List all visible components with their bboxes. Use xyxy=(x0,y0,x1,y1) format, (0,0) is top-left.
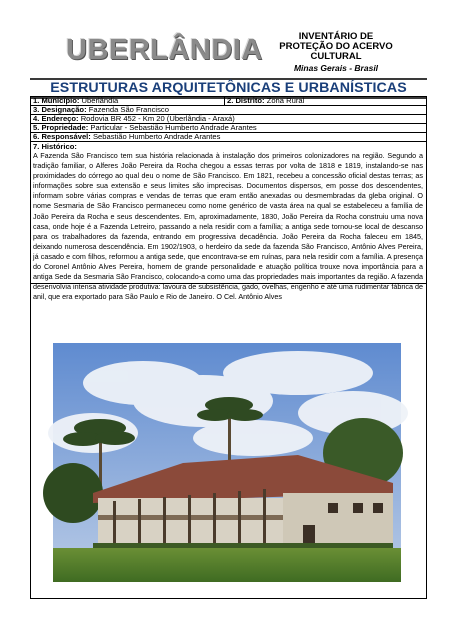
label-designacao: 3. Designação: xyxy=(33,105,87,114)
label-municipio: 1. Município: xyxy=(33,96,80,105)
field-designacao xyxy=(31,106,426,114)
inventory-form xyxy=(30,96,427,599)
value-designacao: Fazenda São Francisco xyxy=(88,105,169,114)
value-responsavel: Sebastião Humberto Andrade Arantes xyxy=(92,132,221,141)
inventory-line-1: INVENTÁRIO DE xyxy=(298,31,374,42)
field-propriedade xyxy=(31,124,426,132)
field-responsavel xyxy=(31,133,426,141)
value-endereco: Rodovia BR 452 - Km 20 (Uberlândia - Araxá) xyxy=(80,114,235,123)
historico-text: A Fazenda São Francisco tem sua história relacionada à instalação dos primeiros colonizadores na região. Segundo a tradição familiar, o Alferes João Pereira da Rocha chegou a essas terras por volta de 1818 e 1819, instalando-se nas proximidades do córrego ao qual deu o nome de São Francisco. Em 1821, recebeu a concessão oficial destas terras; as informações sobre sua extensão e seus limites são imprecisas. Documentos dispersos, em posse dos descendentes, informam sobre várias compras e vendas de terras que eram então anexadas ou desmembradas da gleba original. O nome Sesmaria de São Francisco permaneceu como nome genérico de vasta área na qual se estabeleceu a família de João Pereira da Rocha e seus descendentes. Em, aproximadamente, 1830, João Pereira da Rocha construiu uma nova casa, onde hoje é a Fazenda Letreiro, passando a nela residir com a família; a antiga sede tornou-se local de descanso para os trabalhadores da fazenda, entrando em progressiva decadência. João Pereira da Rocha faleceu em 1845, deixando numerosa descendência. Em 1902/1903, o herdeiro da sede da fazenda São Francisco, Antônio Alves Pereira, já casado e com filhos, reformou a antiga sede, que encontrava-se em ruínas, para nela residir com a família. A presença do Coronel Antônio Alves Pereira, homem de grande personalidade e atuação política trouxe nova importância para a antiga Sede da Sesmaria São Francisco, colocando-a como uma das propriedades mais importantes da região. A fazenda desenvolvia intensa atividade produtiva: lavoura de subsistência, gado, ovelhas, engenho e até uma rudimentar fábrica de anil, que era exportado para São Paulo e Rio de Janeiro. O Cel. Antônio Alves xyxy=(33,151,423,302)
label-distrito: 2. Distrito: xyxy=(227,96,265,105)
region-label: Minas Gerais - Brasil xyxy=(293,63,379,73)
field-municipio xyxy=(31,97,224,105)
section-banner: ESTRUTURAS ARQUITETÔNICAS E URBANÍSTICAS xyxy=(30,78,427,99)
city-title: UBERLÂNDIA xyxy=(66,34,263,66)
field-endereco xyxy=(31,115,426,123)
label-responsavel: 6. Responsável: xyxy=(33,132,91,141)
farmhouse-photo xyxy=(53,343,401,582)
inventory-line-2: PROTEÇÃO DO ACERVO xyxy=(279,41,393,52)
value-distrito: Zona Rural xyxy=(266,96,305,105)
label-historico: 7. Histórico: xyxy=(33,142,77,151)
value-municipio: Uberlândia xyxy=(81,96,119,105)
row-responsavel xyxy=(31,133,426,142)
label-propriedade: 5. Propriedade: xyxy=(33,123,89,132)
lawn xyxy=(53,548,401,582)
inventory-title xyxy=(262,32,410,73)
inventory-line-3: CULTURAL xyxy=(310,51,362,62)
value-propriedade: Particular - Sebastião Humberto Andrade Arantes xyxy=(90,123,257,132)
page-header xyxy=(30,30,426,76)
label-endereco: 4. Endereço: xyxy=(33,114,79,123)
field-distrito xyxy=(224,97,426,105)
section-divider xyxy=(31,283,426,284)
